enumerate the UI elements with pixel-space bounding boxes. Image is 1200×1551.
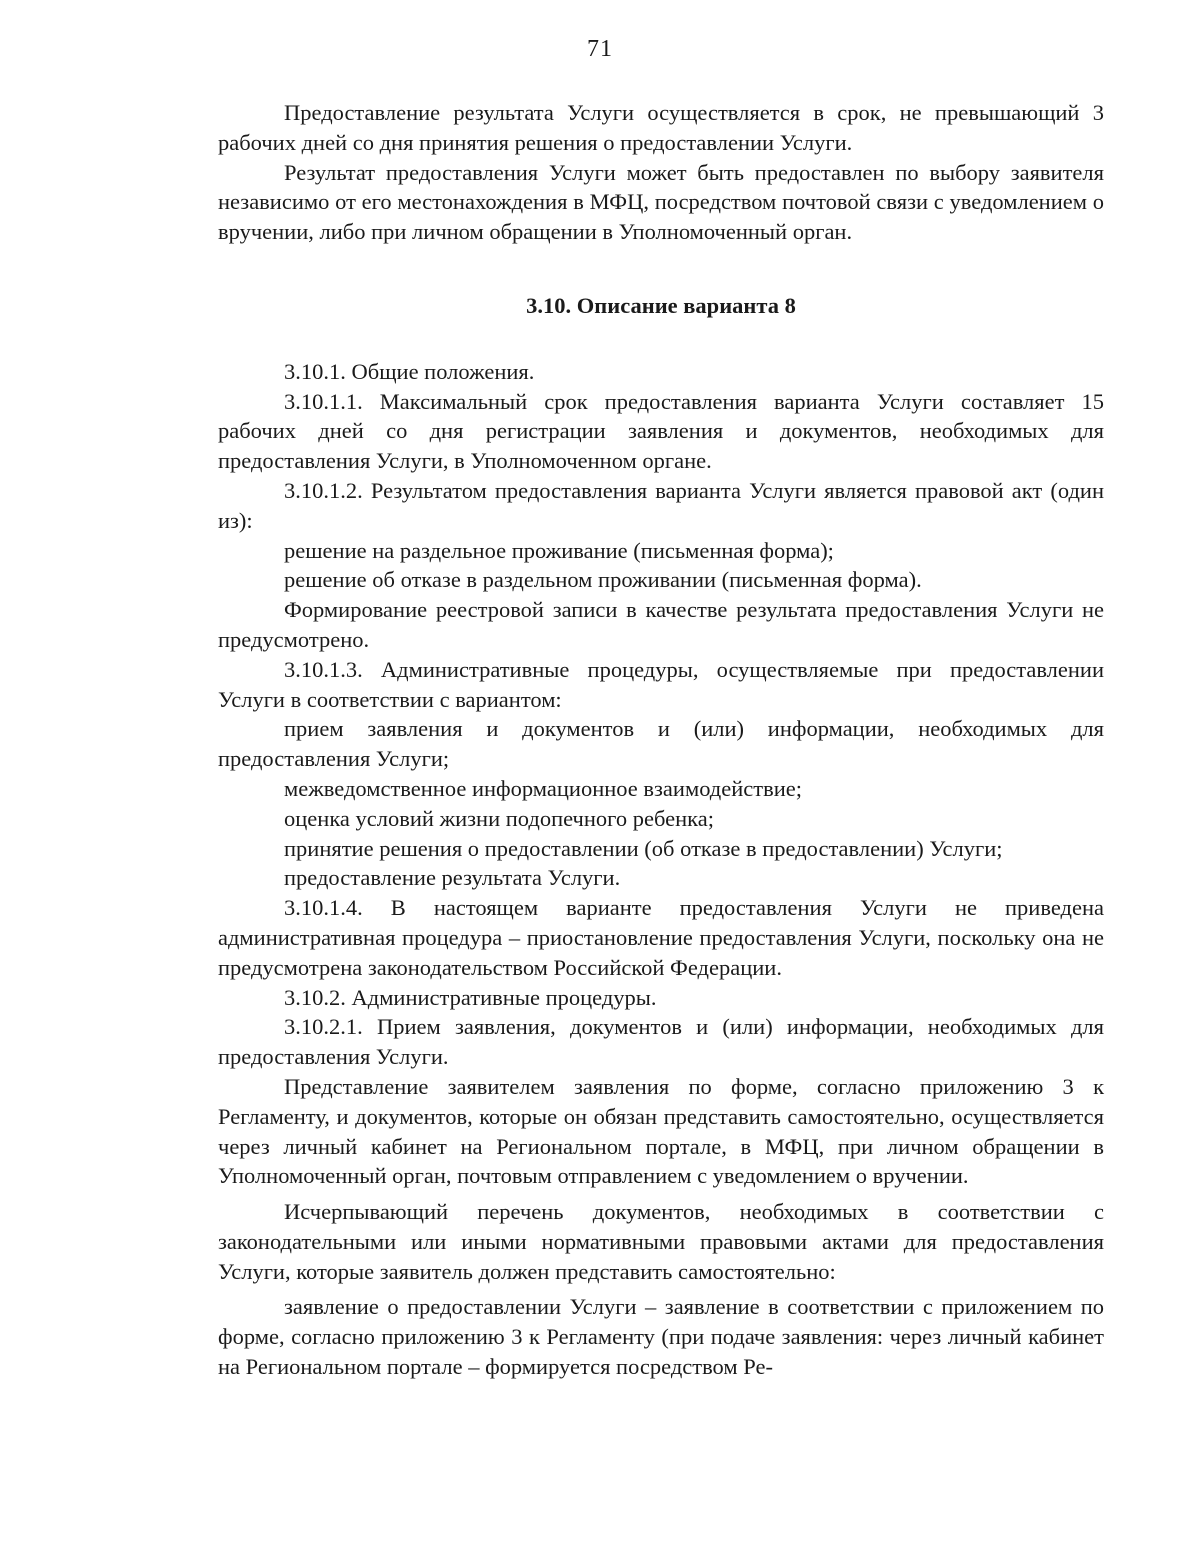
- list-item: предоставление результата Услуги.: [284, 865, 621, 891]
- paragraph: Результат предоставления Услуги может быть предоставлен по выбору заявителя независимо от его местонахождения в МФЦ, посредством почтовой связи с уведомлением о вручении, либо при личном обращении в Уполномоченный орган.: [218, 159, 1104, 245]
- list-item: принятие решения о предоставлении (об отказе в предоставлении) Услуги;: [284, 835, 1003, 861]
- list-item: межведомственное информационное взаимодействие;: [284, 775, 802, 801]
- list-item: решение на раздельное проживание (письменная форма);: [284, 537, 834, 563]
- page-number: 71: [587, 36, 613, 62]
- paragraph: заявление о предоставлении Услуги – заявление в соответствии с приложением по форме, согласно приложению 3 к Регламенту (при подаче заявления: через личный кабинет на Региональном портале – формируется посредством Ре-: [218, 1294, 1104, 1380]
- paragraph: 3.10.2. Административные процедуры.: [284, 984, 657, 1010]
- list-item: решение об отказе в раздельном проживании (письменная форма).: [284, 567, 922, 593]
- section-title: 3.10. Описание варианта 8: [526, 292, 796, 318]
- paragraph: Предоставление результата Услуги осуществляется в срок, не превышающий 3 рабочих дней со дня принятия решения о предоставлении Услуги.: [218, 100, 1104, 155]
- paragraph: 3.10.1.1. Максимальный срок предоставления варианта Услуги составляет 15 рабочих дней со дня регистрации заявления и документов, необходимых для предоставления Услуги, в Уполномоченном органе.: [218, 388, 1104, 474]
- list-item: оценка условий жизни подопечного ребенка;: [284, 805, 714, 831]
- paragraph: Представление заявителем заявления по форме, согласно приложению 3 к Регламенту, и документов, которые он обязан представить самостоятельно, осуществляется через личный кабинет на Региональном портале, в МФЦ, при личном обращении в Уполномоченный орган, почтовым отправлением с уведомлением о вручении.: [218, 1073, 1104, 1189]
- document-body: [218, 98, 1104, 1382]
- paragraph: 3.10.1.2. Результатом предоставления варианта Услуги является правовой акт (один из):: [218, 477, 1104, 533]
- paragraph: Формирование реестровой записи в качестве результата предоставления Услуги не предусмотрено.: [218, 597, 1104, 652]
- paragraph: Исчерпывающий перечень документов, необходимых в соответствии с законодательными или иными нормативными правовыми актами для предоставления Услуги, которые заявитель должен представить самостоятельно:: [218, 1199, 1104, 1284]
- paragraph: 3.10.1.4. В настоящем варианте предоставления Услуги не приведена административная процедура – приостановление предоставления Услуги, поскольку она не предусмотрена законодательством Российской Федерации.: [218, 895, 1104, 980]
- paragraph: 3.10.1.3. Административные процедуры, осуществляемые при предоставлении Услуги в соответствии с вариантом:: [218, 656, 1104, 712]
- paragraph: 3.10.1. Общие положения.: [284, 358, 535, 384]
- paragraph: 3.10.2.1. Прием заявления, документов и (или) информации, необходимых для предоставления Услуги.: [218, 1014, 1104, 1070]
- list-item: прием заявления и документов и (или) информации, необходимых для предоставления Услуги;: [218, 716, 1104, 772]
